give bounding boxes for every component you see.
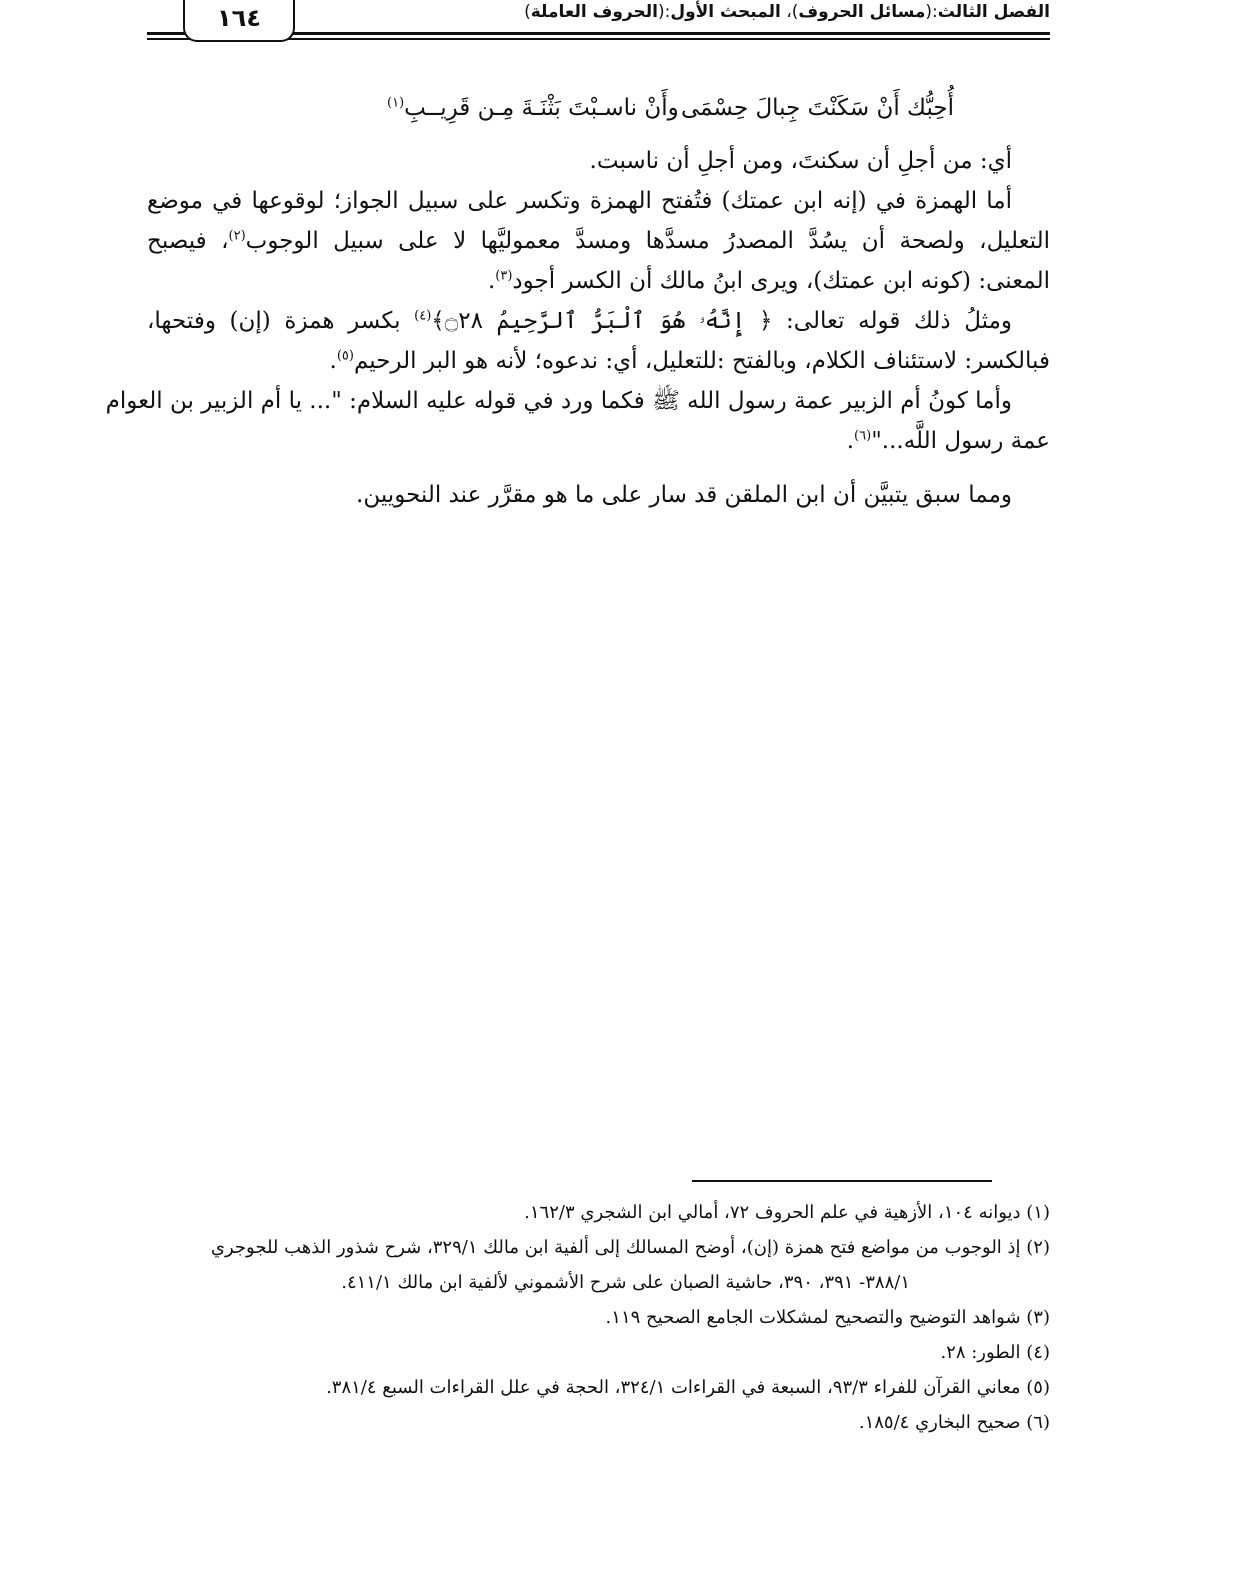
poetry-verse (147, 95, 1050, 141)
paragraph-2-line-1: أما الهمزة في (إنه ابن عمتك) فتُفتح الهمزة وتكسر على سبيل الجواز؛ لوقوعها في موضع (147, 188, 1012, 214)
page-number-box (183, 0, 295, 42)
footnote-5: (٥) معاني القرآن للفراء ٩٣/٣، السبعة في القراءات ٣٢٤/١، الحجة في علل القراءات السبع ٣٨١/٤. (326, 1377, 1050, 1398)
paragraph-1: أي: من أجلِ أن سكنتَ، ومن أجلِ أن ناسبت. (589, 148, 1012, 174)
footnote-2-continued: ٣٨٨/١- ٣٩١، ٣٩٠، حاشية الصبان على شرح الأشموني لألفية ابن مالك ٤١١/١. (341, 1272, 910, 1293)
footnotes (147, 1195, 1050, 1440)
footnote-ref[interactable]: (١) (387, 95, 405, 111)
footnote-ref[interactable]: (٥) (336, 348, 354, 364)
paragraph-5: ومما سبق يتبيَّن أن ابن الملقن قد سار على ما هو مقرَّر عند النحويين. (356, 482, 1012, 508)
page-number: ١٦٤ (217, 4, 261, 32)
footnote-2: (٢) إذ الوجوب من مواضع فتح همزة (إن)، أوضح المسالك إلى ألفية ابن مالك ٣٢٩/١، شرح شذور الذهب للجوجري (210, 1237, 1050, 1258)
footnote-ref[interactable]: (٢) (228, 228, 246, 244)
verse-hemistich-1: أُحِبُّك أَنْ سَكَنْتَ جِبالَ حِسْمَى (680, 95, 954, 121)
main-text (105, 95, 1051, 515)
footnote-1: (١) ديوانه ١٠٤، الأزهية في علم الحروف ٧٢، أمالي ابن الشجري ١٦٢/٣. (524, 1202, 1050, 1223)
section-title-3: الحروف العاملة (530, 2, 658, 22)
paragraph-4-line-2: عمة رسول اللَّه..."$^{(٦)}$. (846, 428, 1050, 454)
verse-hemistich-2: وأَنْ ناسـبْتَ بَثْنَـةَ مِـن قَرِيــبِ$^{(١)}$ (387, 95, 679, 121)
page-header (147, 0, 1050, 48)
quran-verse: ﴿ إِنَّهُۥ هُوَ ٱلْبَرُّ ٱلرَّحِيمُ ۝٢٨﴾ (431, 308, 773, 334)
footnote-ref[interactable]: (٤) (414, 308, 432, 324)
running-head: الفصل الثالث:(مسائل الحروف)، المبحث الأول:(الحروف العاملة) (524, 2, 1050, 22)
footnote-separator (692, 1180, 992, 1182)
footnote-4: (٤) الطور: ٢٨. (940, 1342, 1050, 1363)
chapter-title: الفصل الثالث (937, 2, 1050, 22)
footnote-3: (٣) شواهد التوضيح والتصحيح لمشكلات الجامع الصحيح ١١٩. (605, 1307, 1050, 1328)
paragraph-2-line-2: التعليل، ولصحة أن يسُدَّ المصدرُ مسدَّها ومسدَّ معموليَّها لا على سبيل الوجوب$^{(٢)}$، فيصبح (147, 228, 1051, 254)
footnote-ref[interactable]: (٣) (495, 268, 513, 284)
paragraph-3-line-1: ومثلُ ذلك قوله تعالى: ﴿ إِنَّهُۥ هُوَ ٱلْبَرُّ ٱلرَّحِيمُ ۝٢٨﴾$^{(٤)}$ بكسر همزة (إن) وفتحها، (147, 308, 1012, 334)
paragraph-3-line-2: فبالكسر: لاستئناف الكلام، وبالفتح :للتعليل، أي: ندعوه؛ لأنه هو البر الرحيم$^{(٥)}$. (329, 348, 1050, 374)
paragraph-4-line-1: وأما كونُ أم الزبير عمة رسول الله ﷺ فكما ورد في قوله عليه السلام: "... يا أم الزبير بن العوام (105, 388, 1012, 414)
footnote-6: (٦) صحيح البخاري ١٨٥/٤. (858, 1412, 1050, 1433)
paragraph-2-line-3: المعنى: (كونه ابن عمتك)، ويرى ابنُ مالك أن الكسر أجود$^{(٣)}$. (487, 268, 1050, 294)
footnote-ref[interactable]: (٦) (854, 428, 872, 444)
section-title-1: مسائل الحروف (798, 2, 926, 22)
section-title-2: المبحث الأول (670, 2, 781, 22)
